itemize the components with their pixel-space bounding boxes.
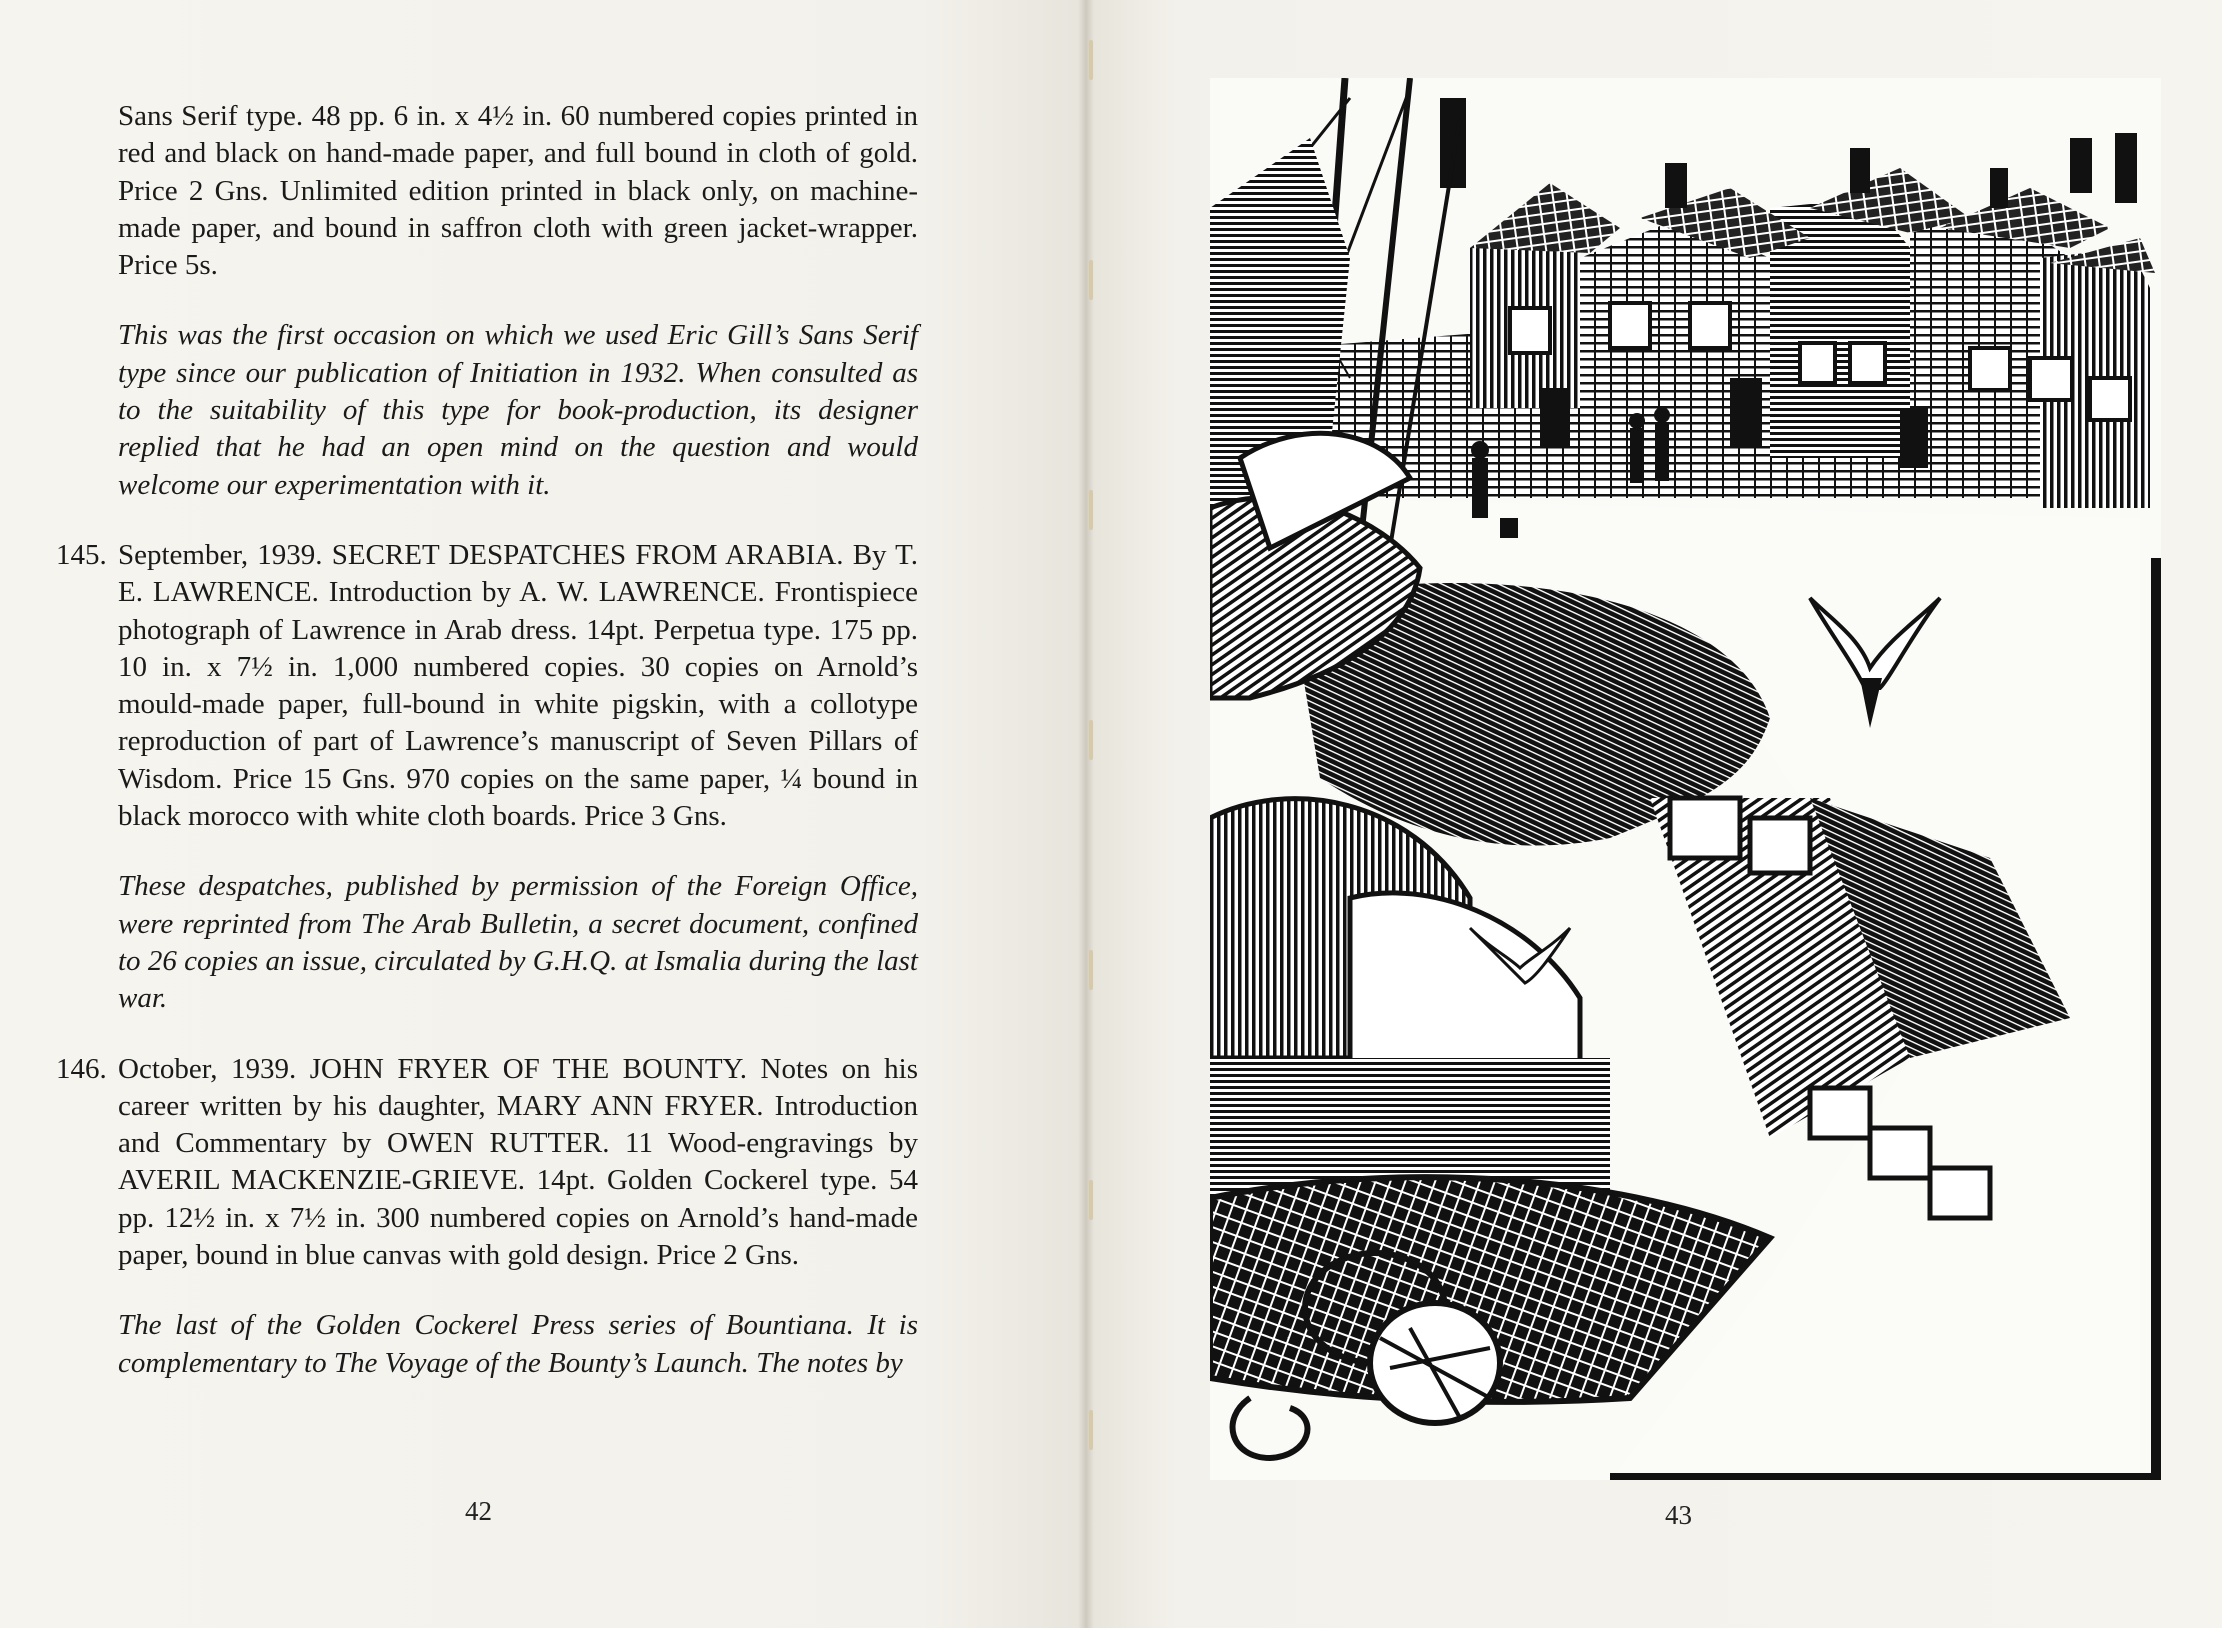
binding-stitch	[1089, 1410, 1093, 1450]
entry-number: 146.	[56, 1052, 107, 1085]
paragraph-bountiana-note: The last of the Golden Cockerel Press series of Bountiana. It is complementary to The Voyage of the Bounty’s Launch. The notes by	[118, 1309, 918, 1379]
paragraph-edition-details: Sans Serif type. 48 pp. 6 in. x 4½ in. 60 numbered copies printed in red and black on hand-made paper, and full bound in cloth of gold. Price 2 Gns. Unlimited edition printed in black only, on machine-made paper, and bound in saffron cloth with green jacket-wrapper. Price 5s.	[118, 100, 918, 282]
left-page	[0, 0, 1085, 1628]
binding-stitch	[1089, 490, 1093, 530]
entry-text: October, 1939. JOHN FRYER OF THE BOUNTY. Notes on his career written by his daughter, MARY ANN FRYER. Introduction and Commentary by OWEN RUTTER. 11 Wood-engravings by AVERIL MACKENZIE-GRIEVE. 14pt. Golden Cockerel type. 54 pp. 12½ in. x 7½ in. 300 numbered copies on Arnold’s hand-made paper, bound in blue canvas with gold design. Price 2 Gns.	[118, 1052, 918, 1272]
binding-stitch	[1089, 950, 1093, 990]
page-number-left: 42	[465, 1496, 492, 1526]
paragraph-despatches-note: These despatches, published by permission of the Foreign Office, were reprinted from The Arab Bulletin, a secret document, confined to 26 copies an issue, circulated by G.H.Q. at Ismalia during the last war.	[118, 870, 918, 1015]
binding-stitch	[1089, 720, 1093, 760]
entry-number: 145.	[56, 538, 107, 571]
binding-stitch	[1089, 1180, 1093, 1220]
binding-stitch	[1089, 40, 1093, 80]
binding-stitch	[1089, 260, 1093, 300]
catalogue-entry-145	[56, 537, 918, 835]
paragraph-gill-note: This was the first occasion on which we used Eric Gill’s Sans Serif type since our publication of Initiation in 1932. When consulted as to the suitability of this type for book-production, its designer replied that he had an open mind on the question and would welcome our experimentation with it.	[118, 319, 918, 501]
catalogue-entry-146	[56, 1051, 918, 1275]
page-number-right: 43	[1665, 1500, 1692, 1530]
book-gutter	[1078, 0, 1094, 1628]
harbour-wood-engraving	[1210, 78, 2161, 1480]
left-page-text	[56, 98, 918, 1415]
entry-text: September, 1939. SECRET DESPATCHES FROM ARABIA. By T. E. LAWRENCE. Introduction by A. W. LAWRENCE. Frontispiece photograph of Lawrence in Arab dress. 14pt. Perpetua type. 175 pp. 10 in. x 7½ in. 1,000 numbered copies. 30 copies on Arnold’s mould-made paper, full-bound in white pigskin, with a collotype reproduction of part of Lawrence’s manuscript of Seven Pillars of Wisdom. Price 15 Gns. 970 copies on the same paper, ¼ bound in black morocco with white cloth boards. Price 3 Gns.	[118, 538, 918, 833]
